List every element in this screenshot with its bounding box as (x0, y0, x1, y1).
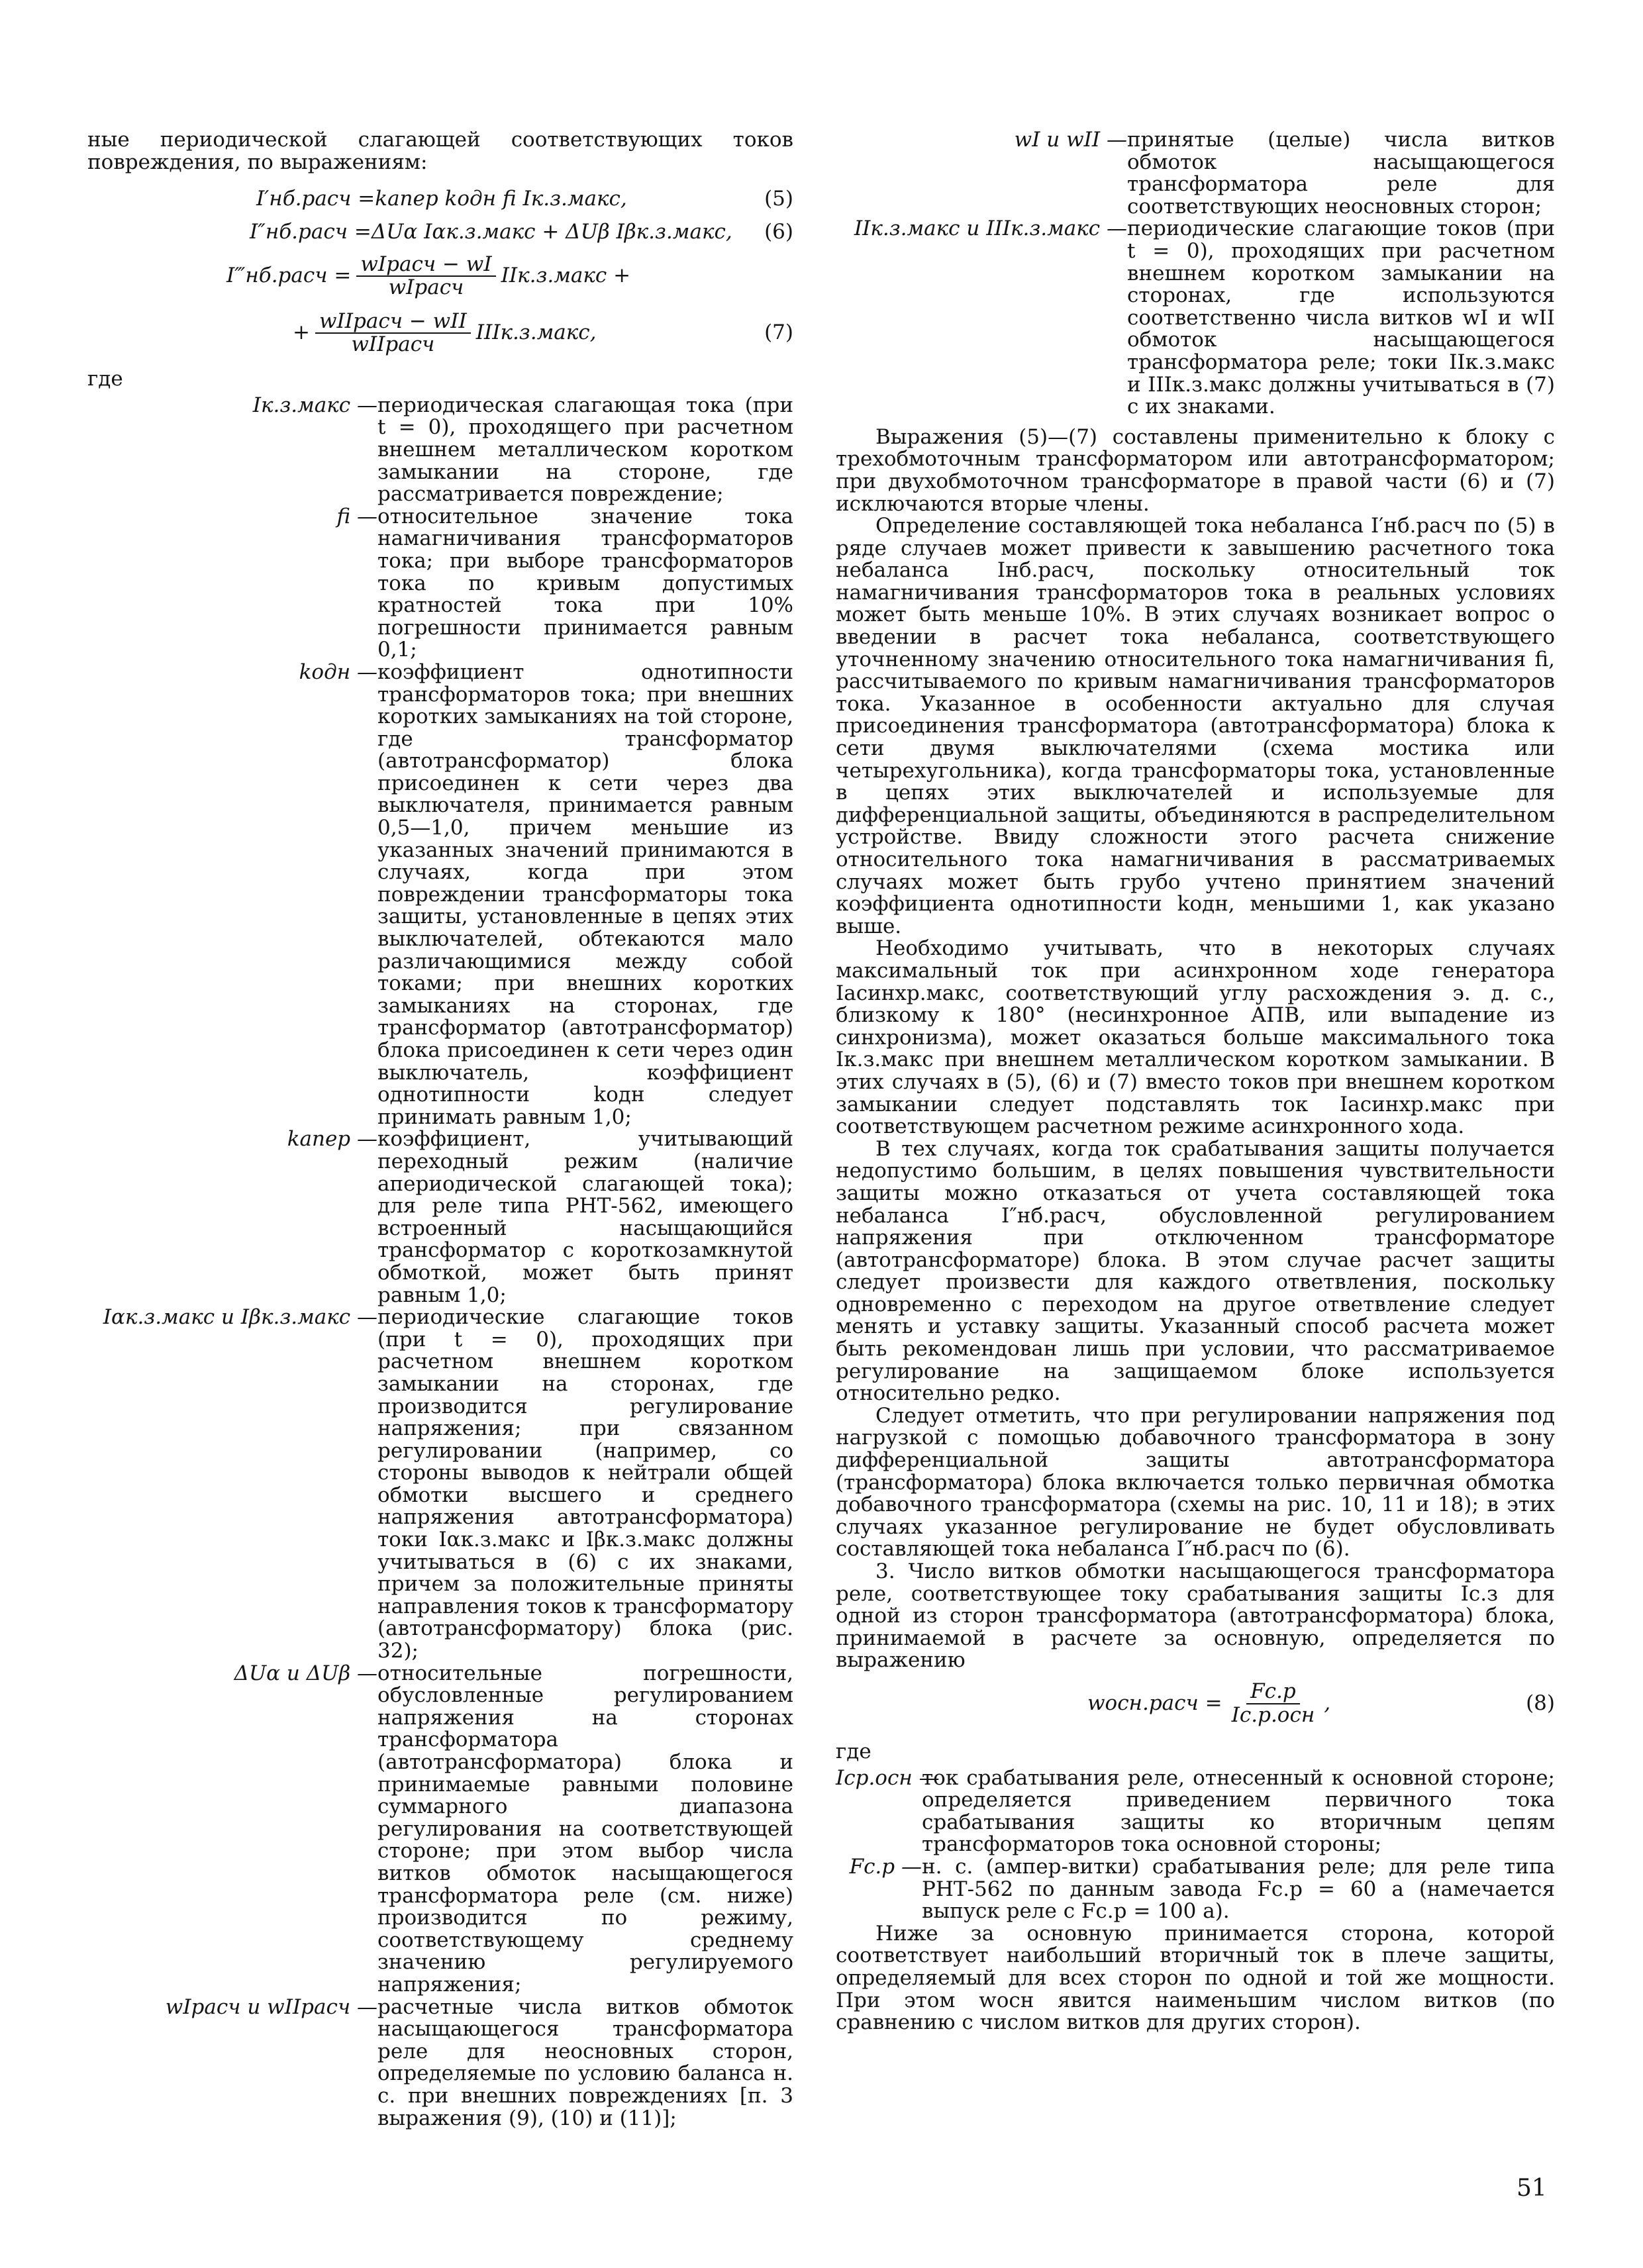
fraction-fcp: $\frac{Fс.р}{\text{Iс.р.осн}}$ (1231, 1679, 1315, 1727)
where-label: где (87, 367, 123, 391)
final-paragraph: Ниже за основную принимается сторона, которой соответствует наибольший вторичный ток в плече защиты, определяемый для всех сторон по одной и той же мощности. При этом wосн явится наименьшим числом витков (по сравнению с числом витков для других сторон). (836, 1921, 1555, 2035)
fraction-w1: $\frac{\text{wIрасч − wI}}{\text{wIрасч}}$ (356, 254, 495, 299)
left-column (87, 129, 793, 2130)
equation-number-6: (6) (764, 220, 793, 244)
definition-fi: fi — относительное значение тока намагничивания трансформаторов тока; при выборе трансформаторов тока по кривым допустимых кратностей тока при 10% погрешности принимается равным 0,1; (336, 504, 793, 662)
definition-kodn: kодн — коэффициент однотипности трансформаторов тока; при внешних коротких замыканиях на той стороне, где трансформатор (автотрансформатор) блока присоединен к сети через два выключателя, принимается равным 0,5—1,0, причем меньшие из указанных значений принимаются в случаях, когда при этом повреждении трансформаторы тока защиты, установленные в цепях этих выключателей, обтекаются мало различающимися между собой токами; при внешних коротких замыканиях на сторонах, где трансформатор (автотрансформатор) блока присоединен к сети через один выключатель, коэффициент однотипности kодн следует принимать равным 1,0; (299, 660, 793, 1129)
equation-6: I″нб.расч = ΔUα Iαк.з.макс + ΔUβ Iβк.з.макс, (6) (250, 220, 793, 244)
definition-w-rasch: wIрасч и wIIрасч — расчетные числа витков обмоток насыщающегося трансформатора реле для неосновных сторон, определяемые по условию баланса н. с. при внешних повреждениях [п. 3 выражения (9), (10) и (11)]; (165, 1995, 793, 2130)
definition-ikz: Iк.з.макс — периодическая слагающая тока (при t = 0), проходящего при расчетном внешнем металлическом коротком замыкании на стороне, где рассматривается повреждение; (252, 393, 793, 507)
equation-7-line1: I‴нб.расч = $\frac{\text{wIрасч − wI}}{\text{wIрасч}}$ IIк.з.макс + (226, 252, 631, 300)
equation-number-8: (8) (1526, 1691, 1555, 1716)
paragraph-1: Выражения (5)—(7) составлены применительно к блоку с трехобмоточным трансформатором или автотрансформатором; при двухобмоточном трансформаторе в правой части (6) и (7) исключаются вторые члены. (836, 424, 1555, 516)
definition-kaper: kапер — коэффициент, учитывающий переходный режим (наличие апериодической слагающей тока); для реле типа РНТ-562, имеющего встроенный насыщающийся трансформатор с короткозамкнутой обмоткой, может быть принят равным 1,0; (287, 1127, 793, 1307)
right-column (836, 129, 1555, 2034)
definition-icp-osn: Iср.осн — ток срабатывания реле, отнесенный к основной стороне; определяется приведением первичного тока срабатывания защиты ко вторичным цепям трансформаторов тока основной стороны; (836, 1765, 1555, 1857)
definition-i1-i2: IIк.з.макс и IIIк.з.макс — периодические слагающие токов (при t = 0), проходящих при расчетном внешнем коротком замыкании на сторонах, где используются соответственно числа витков wI и wII обмоток насыщающегося трансформатора реле; токи IIк.з.макс и IIIк.з.макс должны учитываться в (7) с их знаками. (854, 217, 1555, 419)
paragraph-3: Необходимо учитывать, что в некоторых случаях максимальный ток при асинхронном ходе генератора Iасинхр.макс, соответствующий углу расхождения э. д. с., близкому к 180° (несинхронное АПВ, или выпадение из синхронизма), может оказаться больше максимального тока Iк.з.макс при внешнем металлическом коротком замыкании. В этих случаях в (5), (6) и (7) вместо токов при внешнем коротком замыкании следует подставлять ток Iасинхр.макс при соответствующем расчетном режиме асинхронного хода. (836, 936, 1555, 1139)
definition-w1-w2: wI и wII — принятые (целые) числа витков обмоток насыщающегося трансформатора реле для соответствующих неосновных сторон; (1014, 128, 1555, 219)
equation-number-5: (5) (764, 187, 793, 211)
intro-paragraph: ные периодической слагающей соответствующих токов повреждения, по выражениям: (87, 128, 793, 174)
equation-8: wосн.расч = $\frac{Fс.р}{\text{Iс.р.осн}}$ , (8) (1087, 1679, 1555, 1727)
equation-number-7: (7) (764, 320, 793, 345)
definition-delta-u: ΔUα и ΔUβ — относительные погрешности, обусловленные регулированием напряжения на сторонах трансформатора (автотрансформатора) блока и принимаемые равными половине суммарного диапазона регулирования на соответствующей стороне; при этом выбор числа витков обмоток насыщающегося трансформатора реле (см. ниже) производится по режиму, соответствующему среднему значению регулируемого напряжения; (234, 1661, 793, 1997)
definition-fcp: Fс.р — н. с. (ампер-витки) срабатывания реле; для реле типа РНТ-562 по данным завода Fс.р = 60 а (намечается выпуск реле с Fс.р = 100 а). (849, 1854, 1555, 1924)
fraction-w2: $\frac{\text{wIIрасч − wII}}{\text{wIIрасч}}$ (315, 311, 471, 356)
where-label-2: где (836, 1739, 871, 1763)
equation-7-line2: + $\frac{\text{wIIрасч − wII}}{\text{wIIрасч}}$ IIIк.з.макс, (7) (293, 309, 793, 357)
definition-ialpha-ibeta: Iαк.з.макс и Iβк.з.макс — периодические слагающие токов (при t = 0), проходящих при расчетном внешнем коротком замыкании на сторонах, где производится регулирование напряжения; при связанном регулировании (например, со стороны выводов к нейтрали общей обмотки высшего и среднего напряжения автотрансформатора) токи Iαк.з.макс и Iβк.з.макс должны учитываться в (6) с их знаками, причем за положительные приняты направления токов к трансформатору (автотрансформатору) блока (рис. 32); (103, 1305, 793, 1663)
equation-5: I′нб.расч = kапер kодн fi Iк.з.макс, (5) (256, 187, 793, 211)
paragraph-2: Определение составляющей тока небаланса I′нб.расч по (5) в ряде случаев может привести к завышению расчетного тока небаланса Iнб.расч, поскольку относительный ток намагничивания трансформаторов тока в реальных условиях может быть меньше 10%. В этих случаях возникает вопрос о введении в расчет тока небаланса, соответствующего уточненному значению относительного тока намагничивания fi, рассчитываемого по кривым намагничивания трансформаторов тока. Указанное в особенности актуально для случая присоединения трансформатора (автотрансформатора) блока к сети двумя выключателями (схема мостика или четырехугольника), когда трансформаторы тока, установленные в цепях этих выключателей и используемые для дифференциальной защиты, объединяются в распределительном устройстве. Ввиду сложности этого расчета снижение относительного тока намагничивания в рассматриваемых случаях может быть грубо учтено принятием значений коэффициента однотипности kодн, меньшими 1, как указано выше. (836, 514, 1555, 938)
paragraph-4: В тех случаях, когда ток срабатывания защиты получается недопустимо большим, в целях повышения чувствительности защиты можно отказаться от учета составляющей тока небаланса I″нб.расч, обусловленной регулированием напряжения при отключенном трансформаторе (автотрансформаторе) блока. В этом случае расчет защиты следует произвести для каждого ответвления, поскольку одновременно с переходом на другое ответвление следует менять и уставку защиты. Указанный способ расчета может быть рекомендован лишь при условии, что рассматриваемое регулирование на защищаемом блоке используется относительно редко. (836, 1136, 1555, 1406)
paragraph-5: Следует отметить, что при регулировании напряжения под нагрузкой с помощью добавочного трансформатора в зону дифференциальной защиты автотрансформатора (трансформатора) блока включается только первичная обмотка добавочного трансформатора (схемы на рис. 10, 11 и 18); в этих случаях указанное регулирование не будет обусловливать составляющей тока небаланса I″нб.расч по (6). (836, 1403, 1555, 1561)
paragraph-6: 3. Число витков обмотки насыщающегося трансформатора реле, соответствующее току срабатывания защиты Iс.з для одной из сторон трансформатора (автотрансформатора) блока, принимаемой в расчете за основную, определяется по выражению (836, 1559, 1555, 1673)
page-number: 51 (1517, 2175, 1547, 2202)
